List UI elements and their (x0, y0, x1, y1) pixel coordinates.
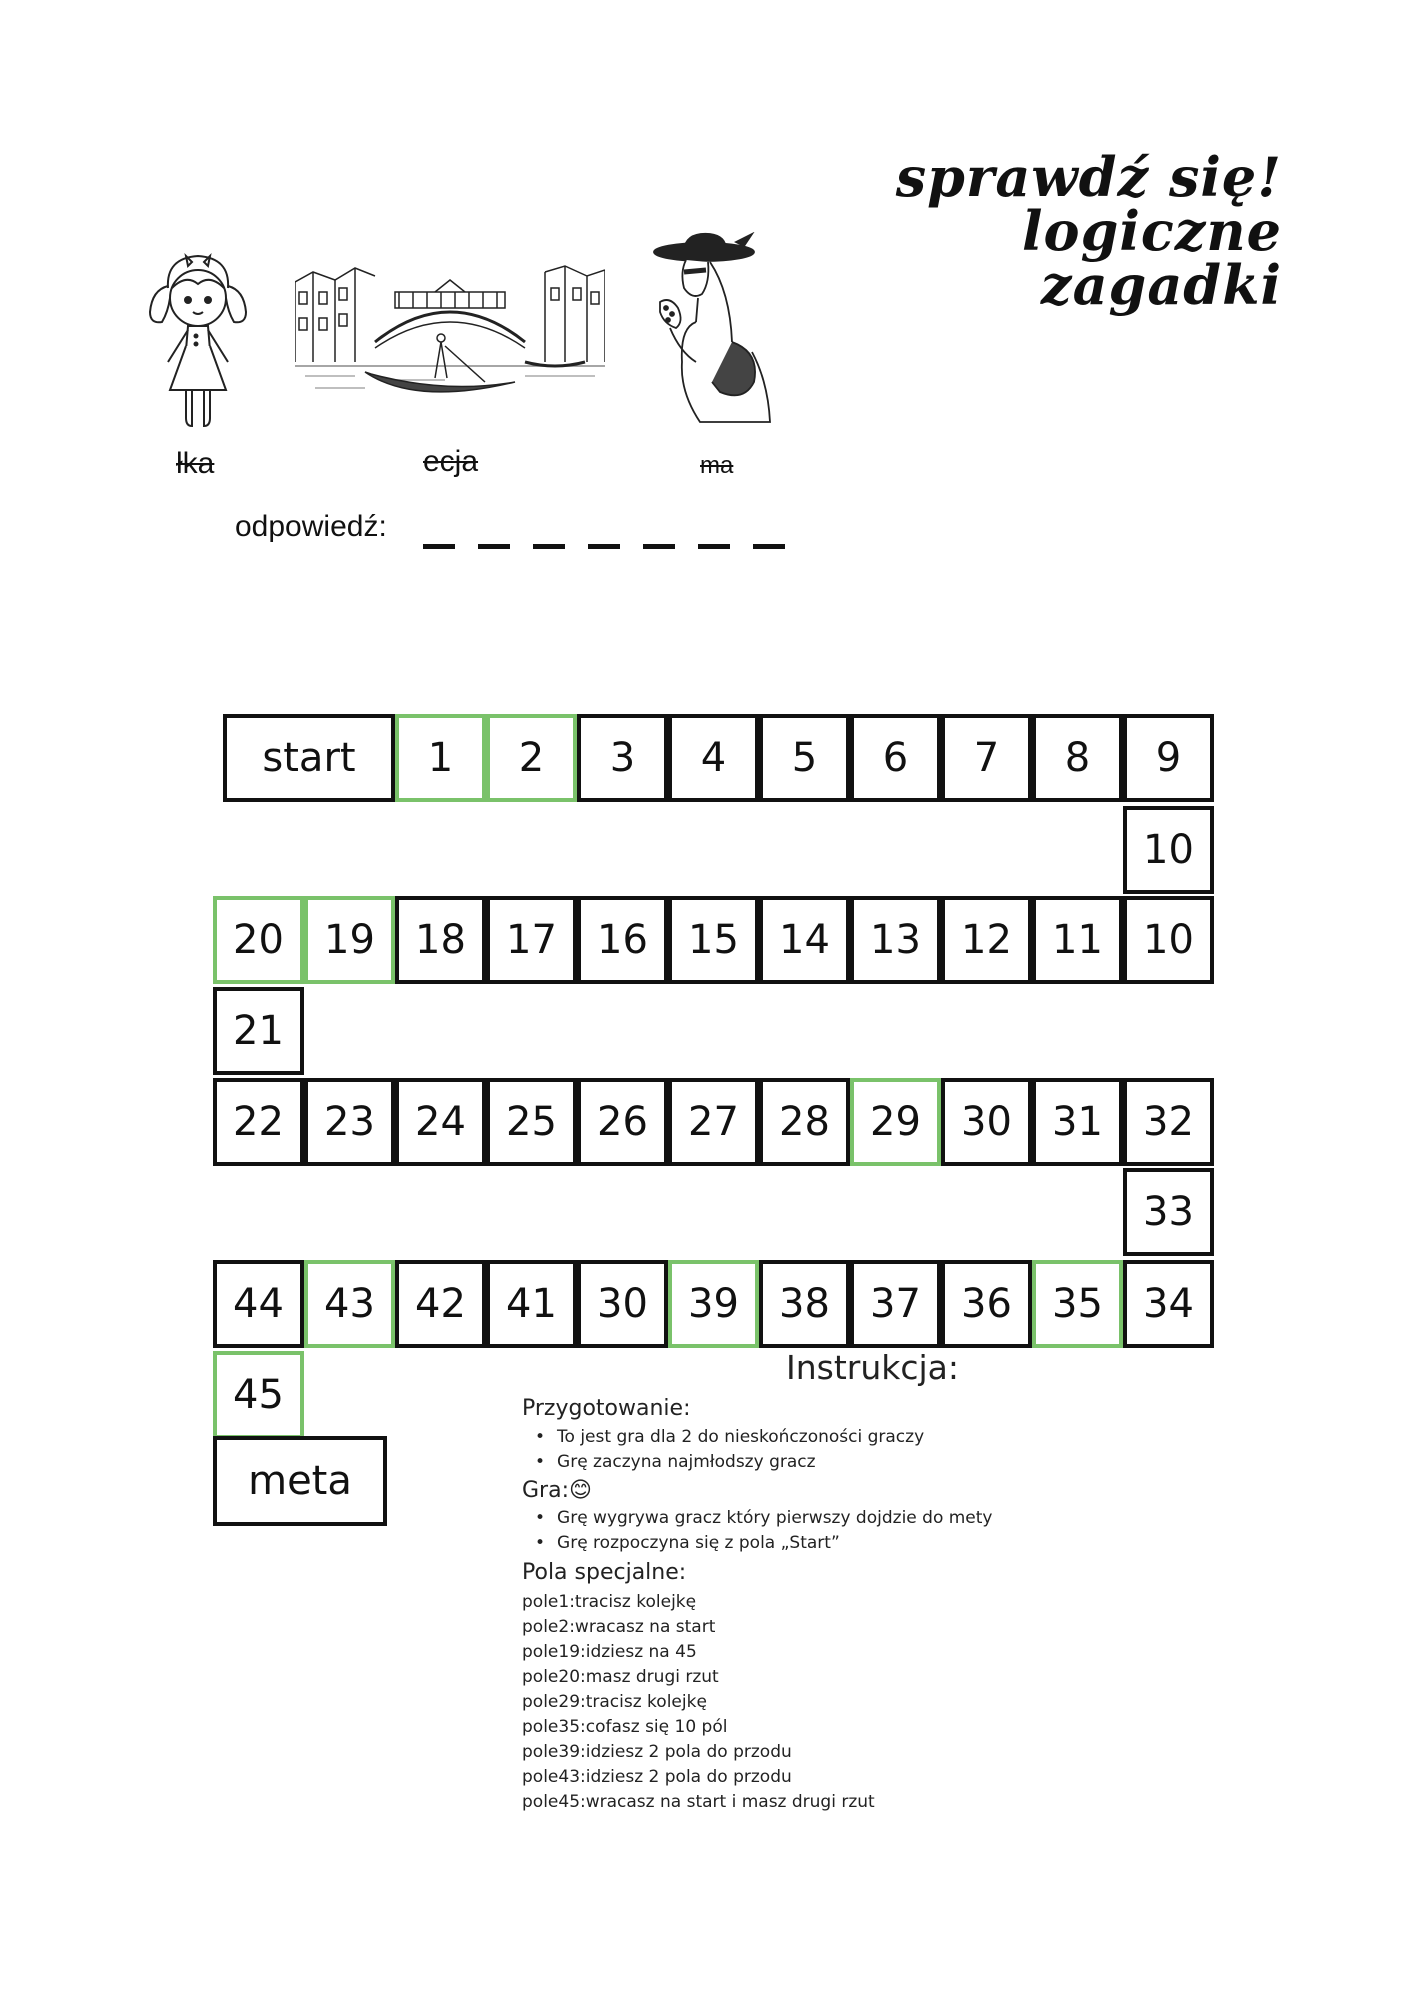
answer-blank[interactable] (533, 544, 565, 549)
board-cell-37: 37 (850, 1260, 941, 1348)
prep-item: • To jest gra dla 2 do nieskończoności graczy (535, 1427, 924, 1447)
answer-blank[interactable] (478, 544, 510, 549)
board-cell-35: 35 (1032, 1260, 1123, 1348)
title-line-2: logiczne (1022, 199, 1282, 263)
answer-blank[interactable] (643, 544, 675, 549)
board-cell-43: 43 (304, 1260, 395, 1348)
board-cell-7: 7 (941, 714, 1032, 802)
board-cell-start: start (223, 714, 395, 802)
board-cell-14: 14 (759, 896, 850, 984)
page-title (895, 145, 1282, 317)
board-cell-2: 2 (486, 714, 577, 802)
prep-item: • Grę zaczyna najmłodszy gracz (535, 1452, 816, 1472)
board-cell-6: 6 (850, 714, 941, 802)
board-cell-8: 8 (1032, 714, 1123, 802)
board-cell-9: 9 (1123, 714, 1214, 802)
special-rule: pole45:wracasz na start i masz drugi rzut (522, 1792, 875, 1812)
answer-blank[interactable] (698, 544, 730, 549)
board-cell-23: 23 (304, 1078, 395, 1166)
special-rule: pole19:idziesz na 45 (522, 1642, 697, 1662)
board-cell-21: 21 (213, 987, 304, 1075)
board-cell-44: 44 (213, 1260, 304, 1348)
board-cell-39: 39 (668, 1260, 759, 1348)
special-rule: pole2:wracasz na start (522, 1617, 716, 1637)
title-line-3: zagadki (1040, 253, 1282, 317)
board-cell-42: 42 (395, 1260, 486, 1348)
special-rule: pole35:cofasz się 10 pól (522, 1717, 728, 1737)
venice-bridge-icon (295, 262, 605, 412)
board-cell-29: 29 (850, 1078, 941, 1166)
venice-word-fragment: ecja (423, 445, 479, 478)
board-cell-4: 4 (668, 714, 759, 802)
board-cell-25: 25 (486, 1078, 577, 1166)
answer-blank[interactable] (588, 544, 620, 549)
doll-word-fragment: łka (176, 447, 215, 480)
board-cell-12: 12 (941, 896, 1032, 984)
board-cell-13: 13 (850, 896, 941, 984)
game-item: • Grę wygrywa gracz który pierwszy dojdzie do mety (535, 1508, 993, 1528)
answer-blank[interactable] (423, 544, 455, 549)
board-cell-15: 15 (668, 896, 759, 984)
board-cell-11: 11 (1032, 896, 1123, 984)
special-rule: pole20:masz drugi rzut (522, 1667, 719, 1687)
board-cell-5: 5 (759, 714, 850, 802)
doll-icon (138, 250, 258, 435)
board-cell-10b: 10 (1123, 896, 1214, 984)
special-rule: pole39:idziesz 2 pola do przodu (522, 1742, 792, 1762)
board-cell-45: 45 (213, 1351, 304, 1439)
special-rule: pole1:tracisz kolejkę (522, 1592, 697, 1612)
board-cell-31: 31 (1032, 1078, 1123, 1166)
board-cell-17: 17 (486, 896, 577, 984)
special-fields-heading: Pola specjalne: (522, 1560, 687, 1585)
title-line-1: sprawdź się! (895, 145, 1282, 209)
game-heading (522, 1478, 592, 1503)
board-cell-26: 26 (577, 1078, 668, 1166)
answer-label: odpowiedź: (235, 510, 387, 543)
smiley-icon: 😊 (569, 1478, 592, 1503)
fashion-lady-icon (640, 232, 790, 432)
board-cell-3: 3 (577, 714, 668, 802)
board-cell-27: 27 (668, 1078, 759, 1166)
prep-heading: Przygotowanie: (522, 1396, 691, 1421)
game-heading-text: Gra: (522, 1478, 569, 1503)
game-item: • Grę rozpoczyna się z pola „Start” (535, 1533, 840, 1553)
instructions-title: Instrukcja: (786, 1348, 960, 1387)
board-cell-1: 1 (395, 714, 486, 802)
special-rule: pole29:tracisz kolejkę (522, 1692, 707, 1712)
board-cell-36: 36 (941, 1260, 1032, 1348)
board-cell-18: 18 (395, 896, 486, 984)
board-cell-34: 34 (1123, 1260, 1214, 1348)
board-cell-22: 22 (213, 1078, 304, 1166)
board-cell-28: 28 (759, 1078, 850, 1166)
special-rule: pole43:idziesz 2 pola do przodu (522, 1767, 792, 1787)
board-cell-10a: 10 (1123, 806, 1214, 894)
board-cell-19: 19 (304, 896, 395, 984)
board-cell-32: 32 (1123, 1078, 1214, 1166)
board-cell-30: 30 (941, 1078, 1032, 1166)
board-cell-41: 41 (486, 1260, 577, 1348)
lady-word-fragment: ma (700, 452, 734, 479)
board-cell-38: 38 (759, 1260, 850, 1348)
board-cell-24: 24 (395, 1078, 486, 1166)
board-cell-16: 16 (577, 896, 668, 984)
answer-blank[interactable] (753, 544, 785, 549)
board-cell-40: 30 (577, 1260, 668, 1348)
board-cell-20: 20 (213, 896, 304, 984)
answer-blanks[interactable] (423, 544, 785, 549)
board-cell-33: 33 (1123, 1168, 1214, 1256)
board-cell-meta: meta (213, 1436, 387, 1526)
